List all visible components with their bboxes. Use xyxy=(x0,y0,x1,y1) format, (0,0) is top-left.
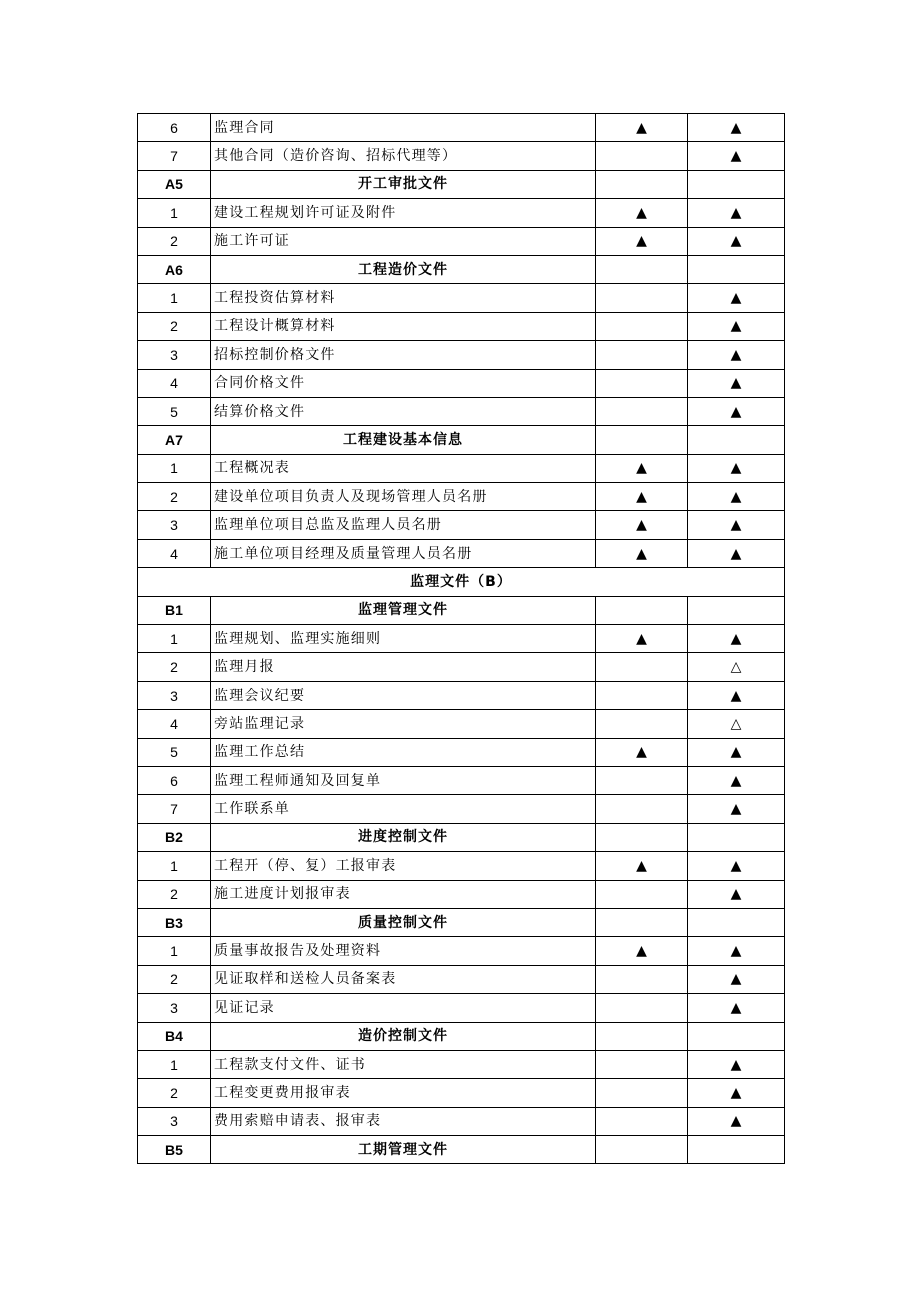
table-row xyxy=(138,994,785,1022)
mark-column-1 xyxy=(596,1079,688,1107)
mark-column-1: ▲ xyxy=(596,625,688,653)
category-row xyxy=(138,255,785,283)
row-number: 4 xyxy=(138,539,211,567)
document-name: 质量事故报告及处理资料 xyxy=(211,937,596,965)
mark-column-1: ▲ xyxy=(596,852,688,880)
document-name: 工程变更费用报审表 xyxy=(211,1079,596,1107)
mark-column-2 xyxy=(688,1022,785,1050)
archive-table-body xyxy=(138,114,785,1164)
row-number: 3 xyxy=(138,994,211,1022)
row-number: 7 xyxy=(138,795,211,823)
mark-column-2: ▲ xyxy=(688,738,785,766)
table-row xyxy=(138,625,785,653)
mark-column-1 xyxy=(596,766,688,794)
table-row xyxy=(138,766,785,794)
row-number: 2 xyxy=(138,312,211,340)
mark-column-1 xyxy=(596,823,688,851)
document-name: 施工单位项目经理及质量管理人员名册 xyxy=(211,539,596,567)
row-number: 5 xyxy=(138,397,211,425)
mark-column-1 xyxy=(596,795,688,823)
category-row xyxy=(138,1022,785,1050)
mark-column-1: ▲ xyxy=(596,483,688,511)
mark-column-1 xyxy=(596,284,688,312)
table-row xyxy=(138,511,785,539)
mark-column-2: ▲ xyxy=(688,880,785,908)
mark-column-2: △ xyxy=(688,710,785,738)
mark-column-2 xyxy=(688,596,785,624)
category-row xyxy=(138,596,785,624)
document-name: 见证记录 xyxy=(211,994,596,1022)
table-row xyxy=(138,454,785,482)
table-row xyxy=(138,1050,785,1078)
document-name: 监理单位项目总监及监理人员名册 xyxy=(211,511,596,539)
category-code: A6 xyxy=(138,255,211,283)
row-number: 1 xyxy=(138,199,211,227)
row-number: 2 xyxy=(138,653,211,681)
row-number: 2 xyxy=(138,227,211,255)
mark-column-1: ▲ xyxy=(596,738,688,766)
row-number: 3 xyxy=(138,511,211,539)
mark-column-1: ▲ xyxy=(596,937,688,965)
row-number: 1 xyxy=(138,937,211,965)
table-row xyxy=(138,1107,785,1135)
mark-column-1 xyxy=(596,1022,688,1050)
mark-column-2 xyxy=(688,823,785,851)
document-name: 建设单位项目负责人及现场管理人员名册 xyxy=(211,483,596,511)
table-row xyxy=(138,880,785,908)
table-row xyxy=(138,965,785,993)
document-name: 工程开（停、复）工报审表 xyxy=(211,852,596,880)
table-row xyxy=(138,199,785,227)
document-name: 监理月报 xyxy=(211,653,596,681)
mark-column-1: ▲ xyxy=(596,199,688,227)
mark-column-1 xyxy=(596,908,688,936)
document-name: 建设工程规划许可证及附件 xyxy=(211,199,596,227)
mark-column-1 xyxy=(596,880,688,908)
table-row xyxy=(138,710,785,738)
mark-column-2: ▲ xyxy=(688,483,785,511)
row-number: 1 xyxy=(138,1050,211,1078)
document-name: 工程投资估算材料 xyxy=(211,284,596,312)
category-code: A7 xyxy=(138,426,211,454)
document-name: 工程概况表 xyxy=(211,454,596,482)
category-code: A5 xyxy=(138,170,211,198)
category-title: 监理管理文件 xyxy=(211,596,596,624)
document-name: 旁站监理记录 xyxy=(211,710,596,738)
mark-column-2: ▲ xyxy=(688,795,785,823)
row-number: 3 xyxy=(138,1107,211,1135)
mark-column-2: ▲ xyxy=(688,454,785,482)
mark-column-1 xyxy=(596,710,688,738)
row-number: 1 xyxy=(138,454,211,482)
row-number: 2 xyxy=(138,1079,211,1107)
table-row xyxy=(138,397,785,425)
mark-column-2 xyxy=(688,908,785,936)
document-name: 见证取样和送检人员备案表 xyxy=(211,965,596,993)
mark-column-2 xyxy=(688,255,785,283)
mark-column-2: ▲ xyxy=(688,369,785,397)
mark-column-2 xyxy=(688,1136,785,1164)
table-row xyxy=(138,312,785,340)
category-title: 质量控制文件 xyxy=(211,908,596,936)
category-code: B3 xyxy=(138,908,211,936)
category-title: 进度控制文件 xyxy=(211,823,596,851)
document-name: 施工许可证 xyxy=(211,227,596,255)
document-name: 其他合同（造价咨询、招标代理等） xyxy=(211,142,596,170)
mark-column-2: ▲ xyxy=(688,766,785,794)
mark-column-2: ▲ xyxy=(688,965,785,993)
row-number: 1 xyxy=(138,625,211,653)
mark-column-1 xyxy=(596,397,688,425)
mark-column-2: ▲ xyxy=(688,994,785,1022)
mark-column-2: ▲ xyxy=(688,852,785,880)
category-title: 工程建设基本信息 xyxy=(211,426,596,454)
row-number: 3 xyxy=(138,681,211,709)
mark-column-1 xyxy=(596,312,688,340)
mark-column-1: ▲ xyxy=(596,227,688,255)
document-name: 工作联系单 xyxy=(211,795,596,823)
row-number: 5 xyxy=(138,738,211,766)
mark-column-1 xyxy=(596,426,688,454)
category-code: B2 xyxy=(138,823,211,851)
mark-column-1 xyxy=(596,653,688,681)
mark-column-1: ▲ xyxy=(596,511,688,539)
mark-column-2: ▲ xyxy=(688,142,785,170)
mark-column-1 xyxy=(596,255,688,283)
mark-column-1 xyxy=(596,994,688,1022)
archive-table xyxy=(137,113,785,1164)
document-name: 监理规划、监理实施细则 xyxy=(211,625,596,653)
table-row xyxy=(138,852,785,880)
mark-column-1 xyxy=(596,965,688,993)
mark-column-2: ▲ xyxy=(688,681,785,709)
document-name: 结算价格文件 xyxy=(211,397,596,425)
mark-column-2: ▲ xyxy=(688,312,785,340)
document-name: 监理合同 xyxy=(211,114,596,142)
row-number: 4 xyxy=(138,710,211,738)
mark-column-2: ▲ xyxy=(688,1050,785,1078)
mark-column-1 xyxy=(596,1107,688,1135)
document-name: 监理工程师通知及回复单 xyxy=(211,766,596,794)
mark-column-2: ▲ xyxy=(688,397,785,425)
table-row xyxy=(138,1079,785,1107)
mark-column-2: ▲ xyxy=(688,227,785,255)
mark-column-1 xyxy=(596,341,688,369)
mark-column-2: ▲ xyxy=(688,1079,785,1107)
document-name: 工程设计概算材料 xyxy=(211,312,596,340)
table-row xyxy=(138,681,785,709)
category-title: 开工审批文件 xyxy=(211,170,596,198)
document-name: 监理会议纪要 xyxy=(211,681,596,709)
document-name: 招标控制价格文件 xyxy=(211,341,596,369)
category-row xyxy=(138,426,785,454)
row-number: 6 xyxy=(138,766,211,794)
category-title: 造价控制文件 xyxy=(211,1022,596,1050)
mark-column-1 xyxy=(596,369,688,397)
row-number: 6 xyxy=(138,114,211,142)
document-name: 工程款支付文件、证书 xyxy=(211,1050,596,1078)
table-row xyxy=(138,114,785,142)
mark-column-1: ▲ xyxy=(596,114,688,142)
row-number: 4 xyxy=(138,369,211,397)
mark-column-1: ▲ xyxy=(596,539,688,567)
document-name: 监理工作总结 xyxy=(211,738,596,766)
table-row xyxy=(138,653,785,681)
table-row xyxy=(138,738,785,766)
row-number: 2 xyxy=(138,880,211,908)
mark-column-1 xyxy=(596,596,688,624)
row-number: 7 xyxy=(138,142,211,170)
document-name: 合同价格文件 xyxy=(211,369,596,397)
table-row xyxy=(138,483,785,511)
document-name: 费用索赔申请表、报审表 xyxy=(211,1107,596,1135)
mark-column-2: ▲ xyxy=(688,539,785,567)
section-header-row xyxy=(138,568,785,596)
row-number: 3 xyxy=(138,341,211,369)
row-number: 1 xyxy=(138,284,211,312)
table-row xyxy=(138,539,785,567)
table-row xyxy=(138,227,785,255)
table-row xyxy=(138,937,785,965)
mark-column-1 xyxy=(596,142,688,170)
row-number: 1 xyxy=(138,852,211,880)
category-code: B5 xyxy=(138,1136,211,1164)
mark-column-1 xyxy=(596,1050,688,1078)
row-number: 2 xyxy=(138,483,211,511)
table-row xyxy=(138,795,785,823)
mark-column-1 xyxy=(596,170,688,198)
mark-column-2: ▲ xyxy=(688,341,785,369)
mark-column-2: ▲ xyxy=(688,625,785,653)
table-row xyxy=(138,142,785,170)
row-number: 2 xyxy=(138,965,211,993)
category-row xyxy=(138,908,785,936)
document-name: 施工进度计划报审表 xyxy=(211,880,596,908)
mark-column-1: ▲ xyxy=(596,454,688,482)
category-row xyxy=(138,823,785,851)
category-row xyxy=(138,170,785,198)
category-code: B4 xyxy=(138,1022,211,1050)
mark-column-2: ▲ xyxy=(688,284,785,312)
category-code: B1 xyxy=(138,596,211,624)
category-title: 工程造价文件 xyxy=(211,255,596,283)
category-row xyxy=(138,1136,785,1164)
mark-column-2: △ xyxy=(688,653,785,681)
mark-column-2 xyxy=(688,170,785,198)
mark-column-2 xyxy=(688,426,785,454)
mark-column-2: ▲ xyxy=(688,1107,785,1135)
mark-column-2: ▲ xyxy=(688,199,785,227)
mark-column-1 xyxy=(596,681,688,709)
table-row xyxy=(138,369,785,397)
mark-column-1 xyxy=(596,1136,688,1164)
section-title: 监理文件（B） xyxy=(138,568,785,596)
category-title: 工期管理文件 xyxy=(211,1136,596,1164)
table-row xyxy=(138,341,785,369)
mark-column-2: ▲ xyxy=(688,511,785,539)
mark-column-2: ▲ xyxy=(688,114,785,142)
table-row xyxy=(138,284,785,312)
mark-column-2: ▲ xyxy=(688,937,785,965)
